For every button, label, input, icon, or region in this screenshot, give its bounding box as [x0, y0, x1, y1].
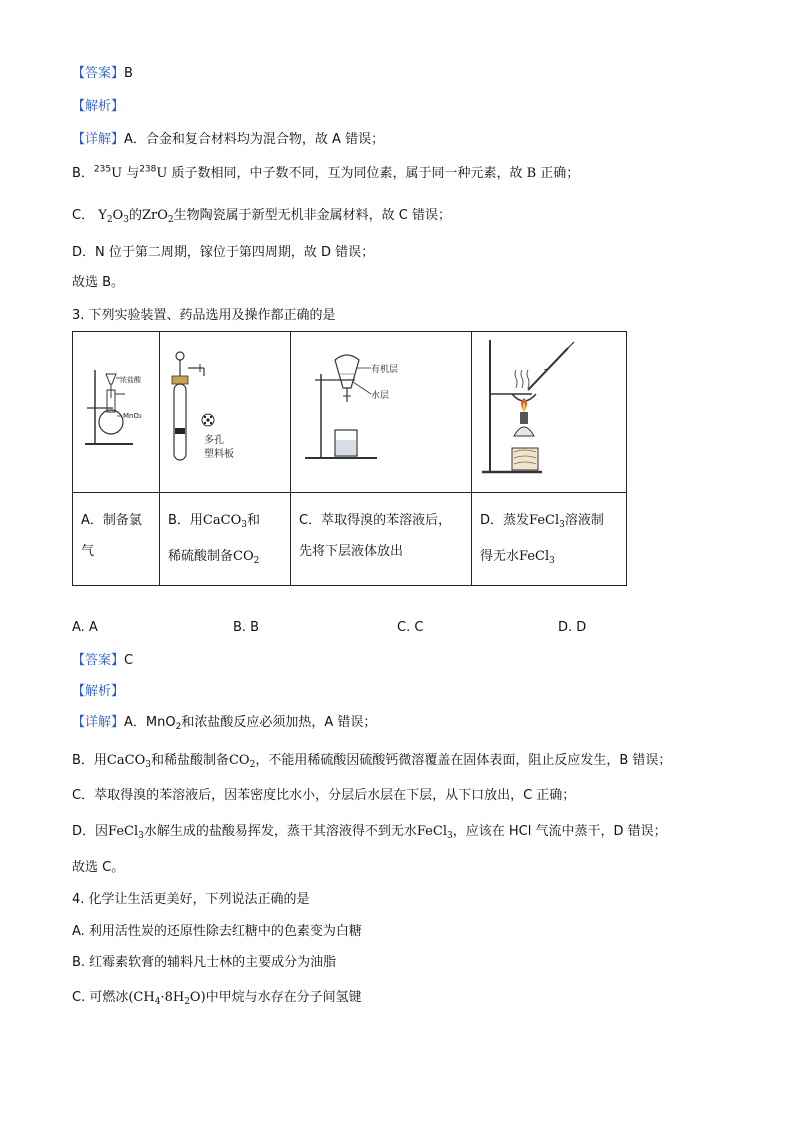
fig3-label-water: 水层: [371, 391, 390, 401]
conclusion-c: 故选 C。: [72, 860, 125, 875]
zirconia-subscript: 2: [167, 215, 174, 225]
fig1-label-hcl: 浓盐酸: [120, 376, 141, 384]
evaporation-figure: [472, 332, 626, 488]
methane-hydrate-sub2: 2: [184, 997, 190, 1007]
oxygen-symbol: O: [112, 208, 124, 223]
co2-subscript: 2: [253, 556, 260, 566]
yttrium-symbol: Y: [98, 208, 107, 223]
q4-option-c-pre: C. 可燃冰: [72, 990, 129, 1005]
explanation-q3-c: C．萃取得溴的苯溶液后，因苯密度比水小，分层后水层在下层，从下口放出，C 正确；: [72, 788, 576, 803]
caco3-subscript-exp: 3: [145, 760, 151, 770]
fig1-label-mno2: MnO₂: [123, 412, 142, 420]
chlorine-apparatus-figure: [73, 332, 159, 488]
explanation-c-rest: 生物陶瓷属于新型无机非金属材料，故 C 错误；: [173, 208, 451, 223]
detail-tag-q3: 【详解】: [72, 715, 125, 730]
option-d-cell: [472, 493, 627, 586]
explanation-a: A．合金和复合材料均为混合物，故 A 错误；: [124, 132, 385, 147]
experiment-table: [72, 331, 627, 586]
detail-a-line: [72, 130, 384, 150]
choice-c: C. C: [397, 620, 424, 635]
caco3-formula: CaCO: [202, 513, 242, 528]
apparatus-c-cell: [291, 332, 472, 493]
zirconia-formula: ZrO: [141, 208, 168, 223]
analysis-tag: 【解析】: [72, 99, 125, 114]
answer-line-q3: [72, 651, 133, 671]
explanation-q3-b: [72, 751, 671, 775]
fig2-label-plate: 塑料板: [204, 449, 234, 460]
answer-tag-q3: 【答案】: [72, 653, 125, 668]
answer-value: B: [124, 66, 133, 81]
fecl3-subscript-exp-2: 3: [446, 831, 453, 841]
explanation-q3-a: [72, 713, 376, 737]
mno2-subscript: 2: [175, 722, 182, 732]
option-d-line2: [480, 541, 618, 577]
q4-option-b: B. 红霉素软膏的辅料凡士林的主要成分为油脂: [72, 955, 337, 970]
choice-d: D. D: [558, 620, 587, 635]
apparatus-a-cell: [73, 332, 160, 493]
kipp-generator-figure: [160, 332, 290, 488]
explanation-q3-b-post: ，不能用稀硫酸因硫酸钙微溶覆盖在固体表面，阻止反应发生，B 错误；: [255, 753, 672, 768]
mass-number-235: 235: [93, 164, 112, 175]
explanation-q3-d-pre: D．因: [72, 824, 109, 839]
answer-tag: 【答案】: [72, 66, 125, 81]
option-d-line1-pre: D．蒸发: [480, 513, 530, 528]
option-b-cell: [160, 493, 291, 586]
fecl3-subscript: 3: [559, 520, 565, 530]
fecl3-formula-2: FeCl: [519, 549, 550, 564]
option-b-line1-pre: B．用: [168, 513, 203, 528]
explanation-q3-a-post: 和浓盐酸反应必须加热，A 错误；: [181, 715, 377, 730]
option-d-line2-pre: 得无水: [480, 549, 520, 564]
apparatus-d-cell: [472, 332, 627, 493]
fecl3-formula: FeCl: [529, 513, 560, 528]
co2-subscript-exp: 2: [249, 760, 256, 770]
option-b-line2: [168, 541, 282, 577]
option-b-line1: [168, 505, 282, 541]
methane-hydrate-formula-c: O): [189, 990, 206, 1005]
choice-a: A. A: [72, 620, 98, 635]
fig3-label-organic: 有机层: [371, 365, 399, 375]
option-c-cell: [291, 493, 472, 586]
explanation-q3-d-mid: 水解生成的盐酸易挥发，蒸干其溶液得不到无水: [143, 824, 417, 839]
answer-line: [72, 64, 133, 84]
explanation-b: [72, 164, 579, 184]
connector-de: 的: [128, 208, 142, 223]
co2-formula: CO: [233, 549, 254, 564]
uranium-235-text: U 与: [111, 166, 140, 181]
fecl3-subscript-2: 3: [549, 556, 555, 566]
fecl3-subscript-exp: 3: [138, 831, 144, 841]
yttrium-subscript: 2: [106, 215, 113, 225]
explanation-c-prefix: C．: [72, 208, 95, 223]
explanation-d: D．N 位于第二周期，镓位于第四周期，故 D 错误；: [72, 245, 375, 260]
explanation-c: [72, 206, 451, 230]
detail-tag: 【详解】: [72, 132, 125, 147]
explanation-b-prefix: B．: [72, 166, 94, 181]
q4-option-a: A. 利用活性炭的还原性除去红糖中的色素变为白糖: [72, 924, 362, 939]
fig2-label-porous: 多孔: [204, 435, 224, 446]
mass-number-238: 238: [139, 164, 157, 175]
explanation-q3-b-mid: 和稀盐酸制备: [150, 753, 229, 768]
explanation-q3-d: [72, 822, 667, 846]
option-c-line1: C．萃取得溴的苯溶液后，: [299, 513, 452, 528]
caco3-subscript: 3: [241, 520, 247, 530]
option-a-line2: 气: [81, 544, 95, 559]
uranium-238-text: U 质子数相同，中子数不同，互为同位素，属于同一种元素，故 B 正确；: [156, 166, 580, 181]
answer-value-q3: C: [124, 653, 134, 668]
fecl3-formula-exp-2: FeCl: [416, 824, 447, 839]
conclusion-b: 故选 B。: [72, 275, 125, 290]
question-3: 3. 下列实验装置、药品选用及操作都正确的是: [72, 308, 336, 323]
separatory-funnel-figure: [291, 332, 471, 488]
methane-hydrate-sub1: 4: [154, 997, 161, 1007]
caco3-formula-exp: CaCO: [106, 753, 146, 768]
option-b-line2-pre: 稀硫酸制备: [168, 549, 234, 564]
co2-formula-exp: CO: [228, 753, 250, 768]
question-4: 4. 化学让生活更美好，下列说法正确的是: [72, 892, 310, 907]
explanation-q3-d-post: ，应该在 HCl 气流中蒸干，D 错误；: [452, 824, 667, 839]
option-a-cell: [73, 493, 160, 586]
fecl3-formula-exp: FeCl: [108, 824, 139, 839]
methane-hydrate-formula-a: (CH: [128, 990, 155, 1005]
q4-option-c-post: 中甲烷与水存在分子间氢键: [205, 990, 362, 1005]
option-d-line1: [480, 505, 618, 541]
q4-option-c: [72, 988, 362, 1012]
option-d-line1-post: 溶液制: [564, 513, 604, 528]
choice-b: B. B: [233, 620, 260, 635]
option-c-line2: 先将下层液体放出: [299, 544, 404, 559]
option-a-line1: A．制备氯: [81, 513, 142, 528]
analysis-tag-q3: 【解析】: [72, 684, 125, 699]
option-b-line1-post: 和: [246, 513, 260, 528]
apparatus-b-cell: [160, 332, 291, 493]
methane-hydrate-formula-b: ·8H: [160, 990, 185, 1005]
explanation-q3-b-pre: B．用: [72, 753, 107, 768]
explanation-q3-a-pre: A．MnO: [124, 715, 176, 730]
oxygen-subscript: 3: [123, 215, 129, 225]
